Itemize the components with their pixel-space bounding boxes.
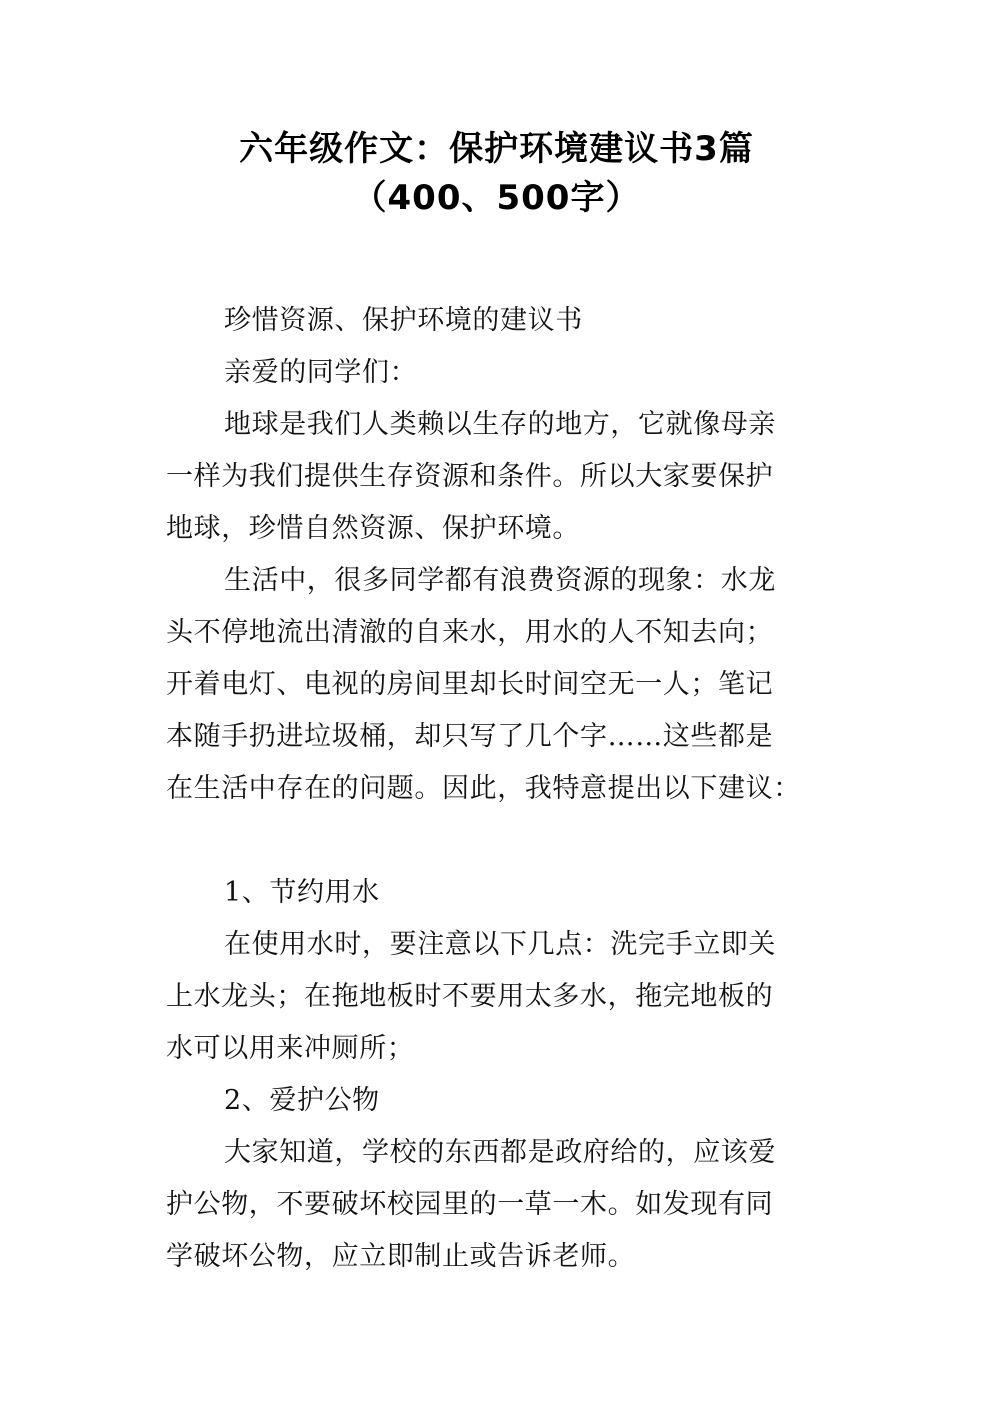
paragraph-line: 地球，珍惜自然资源、保护环境。 <box>166 513 580 544</box>
paragraph-line: 生活中，很多同学都有浪费资源的现象：水龙 <box>224 565 776 596</box>
paragraph-line: 上水龙头；在拖地板时不要用太多水，拖完地板的 <box>166 981 774 1012</box>
paragraph-line: 水可以用来冲厕所； <box>166 1033 415 1064</box>
section-heading-1: 1、节约用水 <box>224 877 380 908</box>
paragraph-line: 头不停地流出清澈的自来水，用水的人不知去向； <box>166 617 774 648</box>
paragraph-line: 地球是我们人类赖以生存的地方，它就像母亲 <box>224 409 776 440</box>
paragraph-line: 在使用水时，要注意以下几点：洗完手立即关 <box>224 929 776 960</box>
paragraph-line: 护公物，不要破坏校园里的一草一木。如发现有同 <box>166 1189 774 1220</box>
section-heading-2: 2、爱护公物 <box>224 1085 380 1116</box>
paragraph-line: 本随手扔进垃圾桶，却只写了几个字……这些都是 <box>166 721 774 752</box>
paragraph-line: 在生活中存在的问题。因此，我特意提出以下建议： <box>166 773 801 804</box>
document-title-line2: （400、500字） <box>352 178 641 218</box>
paragraph-line: 开着电灯、电视的房间里却长时间空无一人；笔记 <box>166 669 774 700</box>
paragraph-line: 学破坏公物，应立即制止或告诉老师。 <box>166 1241 636 1272</box>
letter-heading: 珍惜资源、保护环境的建议书 <box>224 305 583 336</box>
paragraph-line: 大家知道，学校的东西都是政府给的，应该爱 <box>224 1137 776 1168</box>
salutation: 亲爱的同学们： <box>224 357 418 388</box>
document-title-line1: 六年级作文：保护环境建议书3篇 <box>239 129 754 169</box>
paragraph-line: 一样为我们提供生存资源和条件。所以大家要保护 <box>166 461 774 492</box>
